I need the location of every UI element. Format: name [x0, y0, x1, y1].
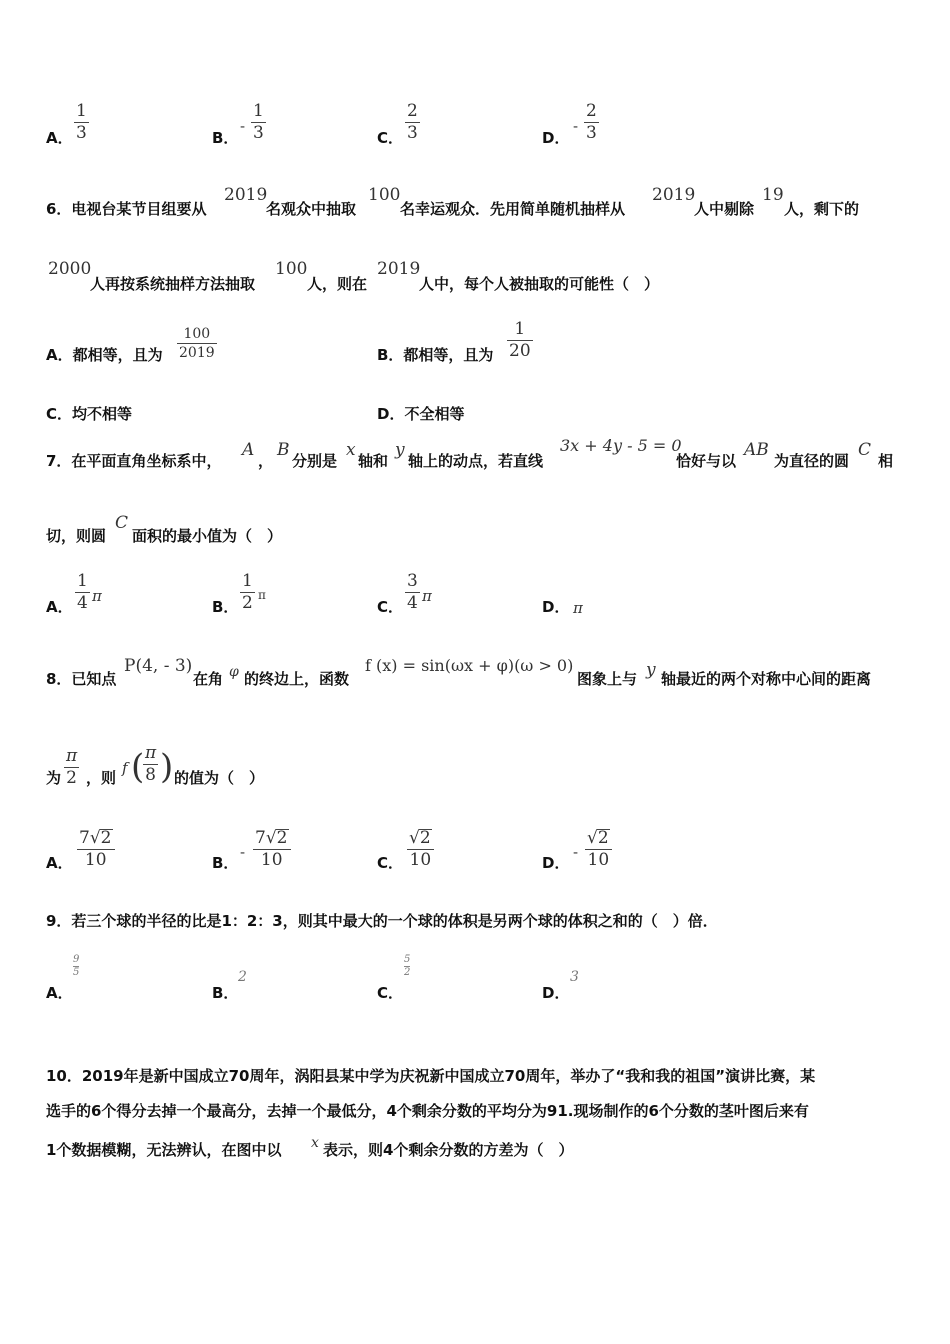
q8-option-c-label: C． [377, 854, 404, 872]
q8-option-a-fraction [77, 829, 115, 869]
q5-option-c-fraction [405, 103, 420, 142]
q9-option-c-label: C． [377, 984, 404, 1002]
q7-math-x: x [346, 440, 356, 460]
q8-option-a-coef: 7 [79, 828, 90, 848]
q5-option-b-fraction [251, 103, 266, 142]
q8-text-1: 8．已知点 [46, 670, 117, 688]
q6-option-b-den: 20 [509, 341, 531, 361]
q8-option-d-label: D． [542, 854, 570, 872]
q9-option-a-fraction [73, 955, 79, 978]
q6-option-c: C．均不相等 [46, 405, 133, 423]
q7-option-a-fraction [75, 573, 90, 612]
q7-option-c-pi: π [422, 587, 432, 605]
q9-option-d-value: 3 [570, 969, 579, 985]
q7-text-2: ， [258, 452, 274, 470]
q7-option-d-value: π [573, 599, 583, 617]
q7-option-a-num: 1 [77, 571, 88, 591]
q6-math-2000: 2000 [48, 259, 92, 279]
q8-math-phi: φ [229, 664, 239, 680]
q5-option-d-label: D． [542, 129, 570, 147]
q7-text-7: 为直径的圆 [774, 452, 850, 470]
q8-option-d-sign: - [573, 843, 579, 861]
q5-option-b-sign: - [240, 117, 246, 135]
q7-text-10: 面积的最小值为（ ） [132, 527, 283, 545]
q8-option-b-radicand: 2 [276, 828, 288, 848]
q9-option-d-label: D． [542, 984, 570, 1002]
q7-math-line: 3x + 4y - 5 = 0 [560, 436, 682, 455]
q5-option-a-den: 3 [76, 123, 87, 143]
q7-text-1: 7．在平面直角坐标系中， [46, 452, 222, 470]
q8-argument-den: 8 [145, 765, 156, 785]
q5-option-d-den: 3 [586, 123, 597, 143]
q9-option-c-den: 2 [404, 967, 411, 978]
q8-text-8: 的值为（ ） [174, 769, 265, 787]
q8-option-a-den: 10 [84, 850, 107, 870]
q8-math-f: f [122, 759, 128, 777]
q6-math-100: 100 [368, 185, 401, 205]
q8-option-d-den: 10 [587, 850, 610, 870]
q8-text-4: 图象上与 [577, 670, 638, 688]
q6-option-a-fraction [177, 327, 217, 360]
q5-option-c-label: C． [377, 129, 404, 147]
q8-option-b-fraction [253, 829, 291, 869]
q7-option-d-label: D． [542, 598, 570, 616]
q5-option-a-num: 1 [76, 101, 87, 121]
q9-option-b-value: 2 [238, 969, 247, 985]
q6-option-a-den: 2019 [179, 345, 215, 361]
q7-option-b-pi: π [258, 588, 266, 602]
q9-option-b-label: B． [212, 984, 239, 1002]
q9-option-a-label: A． [46, 984, 73, 1002]
q6-math-2019c: 2019 [377, 259, 421, 279]
q10-line-3-part-2: 表示，则4个剩余分数的方差为（ ） [323, 1141, 574, 1159]
q8-option-a-radicand: 2 [100, 828, 112, 848]
q7-option-a-label: A． [46, 598, 73, 616]
q8-distance-fraction [64, 748, 79, 787]
q8-option-c-fraction [407, 829, 434, 869]
q6-option-a-num: 100 [183, 326, 211, 342]
q8-text-5: 轴最近的两个对称中心间的距离 [661, 670, 872, 688]
q8-math-point: P(4, - 3) [124, 656, 193, 676]
q5-option-a-fraction [74, 103, 89, 142]
q8-text-7: ，则 [86, 769, 117, 787]
q8-text-3: 的终边上，函数 [244, 670, 350, 688]
q9-option-c-fraction [404, 955, 410, 978]
q8-option-b-sign: - [240, 843, 246, 861]
q6-option-b-fraction [507, 321, 533, 360]
q8-math-function: f (x) = sin(ωx + φ)(ω > 0) [365, 656, 574, 675]
q6-math-2019b: 2019 [652, 185, 696, 205]
q8-right-paren: ) [160, 747, 174, 787]
q7-text-8: 相 [878, 452, 894, 470]
q8-option-c-num: √2 [409, 828, 431, 848]
q7-text-9: 切，则圆 [46, 527, 107, 545]
q7-text-4: 轴和 [358, 452, 389, 470]
q6-text-4: 人中剔除 [694, 200, 755, 218]
q8-option-d-radicand: 2 [597, 828, 609, 848]
q5-option-d-fraction [584, 103, 599, 142]
q8-text-6: 为 [46, 769, 62, 787]
q8-option-c-den: 10 [409, 850, 432, 870]
q7-option-a-pi: π [92, 587, 102, 605]
q6-math-19: 19 [762, 185, 784, 205]
q6-text-3: 名幸运观众．先用简单随机抽样从 [400, 200, 626, 218]
q8-left-paren: ( [131, 747, 145, 787]
q6-text-7: 人，则在 [307, 275, 368, 293]
q8-option-a-label: A． [46, 854, 73, 872]
q7-math-b: B [277, 440, 290, 460]
q8-distance-den: 2 [66, 768, 77, 788]
q7-option-b-fraction [240, 573, 255, 612]
q7-option-a-den: 4 [77, 593, 88, 613]
q5-option-d-sign: - [573, 117, 579, 135]
q10-line-1: 10．2019年是新中国成立70周年，涡阳县某中学为庆祝新中国成立70周年，举办了“我和我的祖国”演讲比赛，某 [46, 1067, 816, 1085]
q6-option-b-num: 1 [514, 319, 526, 339]
q7-math-y: y [395, 440, 405, 460]
q7-text-6: 恰好与以 [676, 452, 737, 470]
q6-option-d: D．不全相等 [377, 405, 465, 423]
q7-text-3: 分别是 [292, 452, 338, 470]
q7-option-b-den: 2 [242, 593, 253, 613]
q9-option-a-den: 5 [73, 967, 80, 978]
q9-text: 9．若三个球的半径的比是1：2：3，则其中最大的一个球的体积是另两个球的体积之和的（ ）倍． [46, 912, 718, 930]
q5-option-b-num: 1 [253, 101, 264, 121]
q6-option-a-label: A．都相等，且为 [46, 346, 163, 364]
q8-argument-num: π [145, 743, 157, 763]
q6-text-1: 6．电视台某节目组要从 [46, 200, 207, 218]
q8-option-b-den: 10 [260, 850, 283, 870]
q10-line-2: 选手的6个得分去掉一个最高分，去掉一个最低分，4个剩余分数的平均分为91.现场制作的6个分数的茎叶图后来有 [46, 1102, 809, 1120]
q5-option-d-num: 2 [586, 101, 597, 121]
q7-option-c-num: 3 [407, 571, 418, 591]
q7-math-c: C [858, 440, 872, 460]
q8-option-b-num: 7√2 [255, 828, 288, 848]
q7-option-c-den: 4 [407, 593, 418, 613]
q7-option-b-num: 1 [242, 571, 253, 591]
q6-text-6: 人再按系统抽样方法抽取 [90, 275, 256, 293]
q8-option-d-fraction [585, 829, 612, 869]
q9-option-c-num: 5 [404, 954, 411, 965]
q7-text-5: 轴上的动点，若直线 [408, 452, 544, 470]
q5-option-a-label: A． [46, 129, 73, 147]
q7-option-c-label: C． [377, 598, 404, 616]
q6-text-2: 名观众中抽取 [266, 200, 357, 218]
q7-option-c-fraction [405, 573, 420, 612]
q7-math-ab: AB [744, 440, 769, 460]
q8-option-b-label: B． [212, 854, 239, 872]
q8-math-y: y [646, 660, 656, 680]
q9-option-a-num: 9 [73, 954, 80, 965]
q10-math-x: x [311, 1135, 319, 1151]
q8-option-d-num: √2 [587, 828, 609, 848]
q8-distance-num: π [66, 746, 78, 766]
q6-math-2019: 2019 [224, 185, 268, 205]
q6-text-5: 人，剩下的 [784, 200, 860, 218]
q6-text-8: 人中，每个人被抽取的可能性（ ） [419, 275, 660, 293]
q10-line-3-part-1: 1个数据模糊，无法辨认，在图中以 [46, 1141, 282, 1159]
q8-argument-fraction [143, 745, 158, 784]
q8-text-2: 在角 [193, 670, 224, 688]
q7-option-b-label: B． [212, 598, 239, 616]
q8-option-a-num: 7√2 [79, 828, 112, 848]
q5-option-c-num: 2 [407, 101, 418, 121]
q5-option-c-den: 3 [407, 123, 418, 143]
q7-math-c2: C [115, 513, 129, 533]
q6-math-100b: 100 [275, 259, 308, 279]
q7-math-a: A [242, 440, 255, 460]
q6-option-b-label: B．都相等，且为 [377, 346, 494, 364]
q8-option-b-coef: 7 [255, 828, 266, 848]
q8-option-c-radicand: 2 [419, 828, 431, 848]
q5-option-b-label: B． [212, 129, 239, 147]
q5-option-b-den: 3 [253, 123, 264, 143]
